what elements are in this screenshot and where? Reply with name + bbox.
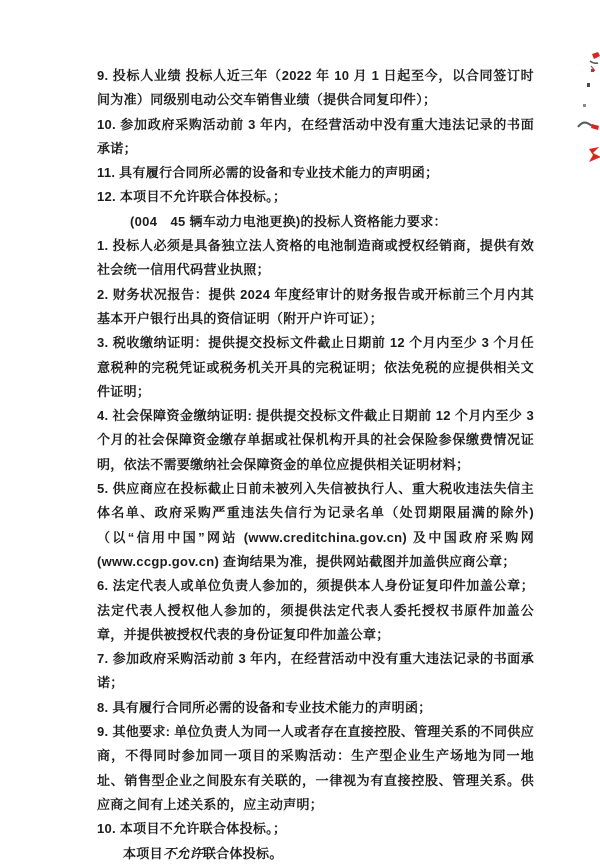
- list-item-10-no-violation: 10. 参加政府采购活动前 3 年内，在经营活动中没有重大违法记录的书面承诺；: [97, 116, 534, 156]
- closing-statement: [97, 842, 534, 866]
- stamp-fragment-icon: [590, 52, 600, 72]
- stroke-squiggle-icon: [578, 123, 599, 130]
- ink-speck-icon: [583, 83, 590, 107]
- closing-suffix: 联合体投标。: [202, 845, 283, 861]
- list-item-3-tax-proof: 3. 税收缴纳证明：提供提交投标文件截止日期前 12 个月内至少 3 个月任意税种的完税凭证或税务机关开具的完税证明；依法免税的应提供相关文件证明；: [97, 335, 534, 399]
- list-item-10-no-consortium: 10. 本项目不允许联合体投标。；: [97, 821, 287, 837]
- closing-emphasis: 不允许: [162, 845, 203, 861]
- document-body: [97, 64, 534, 866]
- list-item-2-financial-report: 2. 财务状况报告：提供 2024 年度经审计的财务报告或开标前三个月内其基本开户银行出具的资信证明（附开户许可证）；: [97, 286, 534, 326]
- list-item-5-credit-record: 5. 供应商应在投标截止日前未被列入失信被执行人、重大税收违法失信主体名单、政府采购严重违法失信行为记录名单（处罚期限届满的除外)（以“信用中国”网站 (www.creditchina.gov.cn) 及中国政府采购网 (www.ccgp.gov.cn) 查询结果为准，提供网站截图并加盖供应商公章；: [97, 481, 534, 569]
- list-item-6-legal-representative: 6. 法定代表人或单位负责人参加的，须提供本人身份证复印件加盖公章；法定代表人授权他人参加的，须提供法定代表人委托授权书原件加盖公章，并提供被授权代表的身份证复印件加盖公章；: [97, 578, 534, 642]
- list-item-8-capability: 8. 具有履行合同所必需的设备和专业技术能力的声明函；: [97, 699, 432, 715]
- list-item-11-capability: 11. 具有履行合同所必需的设备和专业技术能力的声明函；: [97, 165, 439, 181]
- list-item-12-no-consortium: 12. 本项目不允许联合体投标。；: [97, 189, 287, 205]
- list-item-9-other-requirements: 9. 其他要求: 单位负责人为同一人或者存在直接控股、管理关系的不同供应商，不得同时参加同一项目的采购活动：生产型企业生产场地为同一地址、销售型企业之间股东有关联的，一律视为有直接控股、管理关系。供应商之间有上述关系的，应主动声明；: [97, 724, 534, 812]
- closing-prefix: 本项目: [123, 845, 163, 861]
- list-item-9-experience: 9. 投标人业绩 投标人近三年（2022 年 10 月 1 日起至今，以合同签订时间为准）同级别电动公交车销售业绩（提供合同复印件）；: [97, 68, 534, 108]
- list-item-7-no-violation: 7. 参加政府采购活动前 3 年内，在经营活动中没有重大违法记录的书面承诺；: [97, 651, 534, 691]
- list-item-4-social-security: 4. 社会保障资金缴纳证明: 提供提交投标文件截止日期前 12 个月内至少 3 个月的社会保障资金缴存单据或社保机构开具的社会保险参保缴费情况证明，依法不需要缴纳社会保障资金的单位应提供相关证明材料；: [97, 408, 534, 472]
- list-item-1-manufacturer: 1. 投标人必须是具备独立法人资格的电池制造商或授权经销商，提供有效社会统一信用代码营业执照；: [97, 238, 534, 278]
- stamp-fragment-lower-icon: [589, 147, 600, 162]
- section-heading-battery-replacement: (004 45 辆车动力电池更换)的投标人资格能力要求：: [130, 213, 447, 229]
